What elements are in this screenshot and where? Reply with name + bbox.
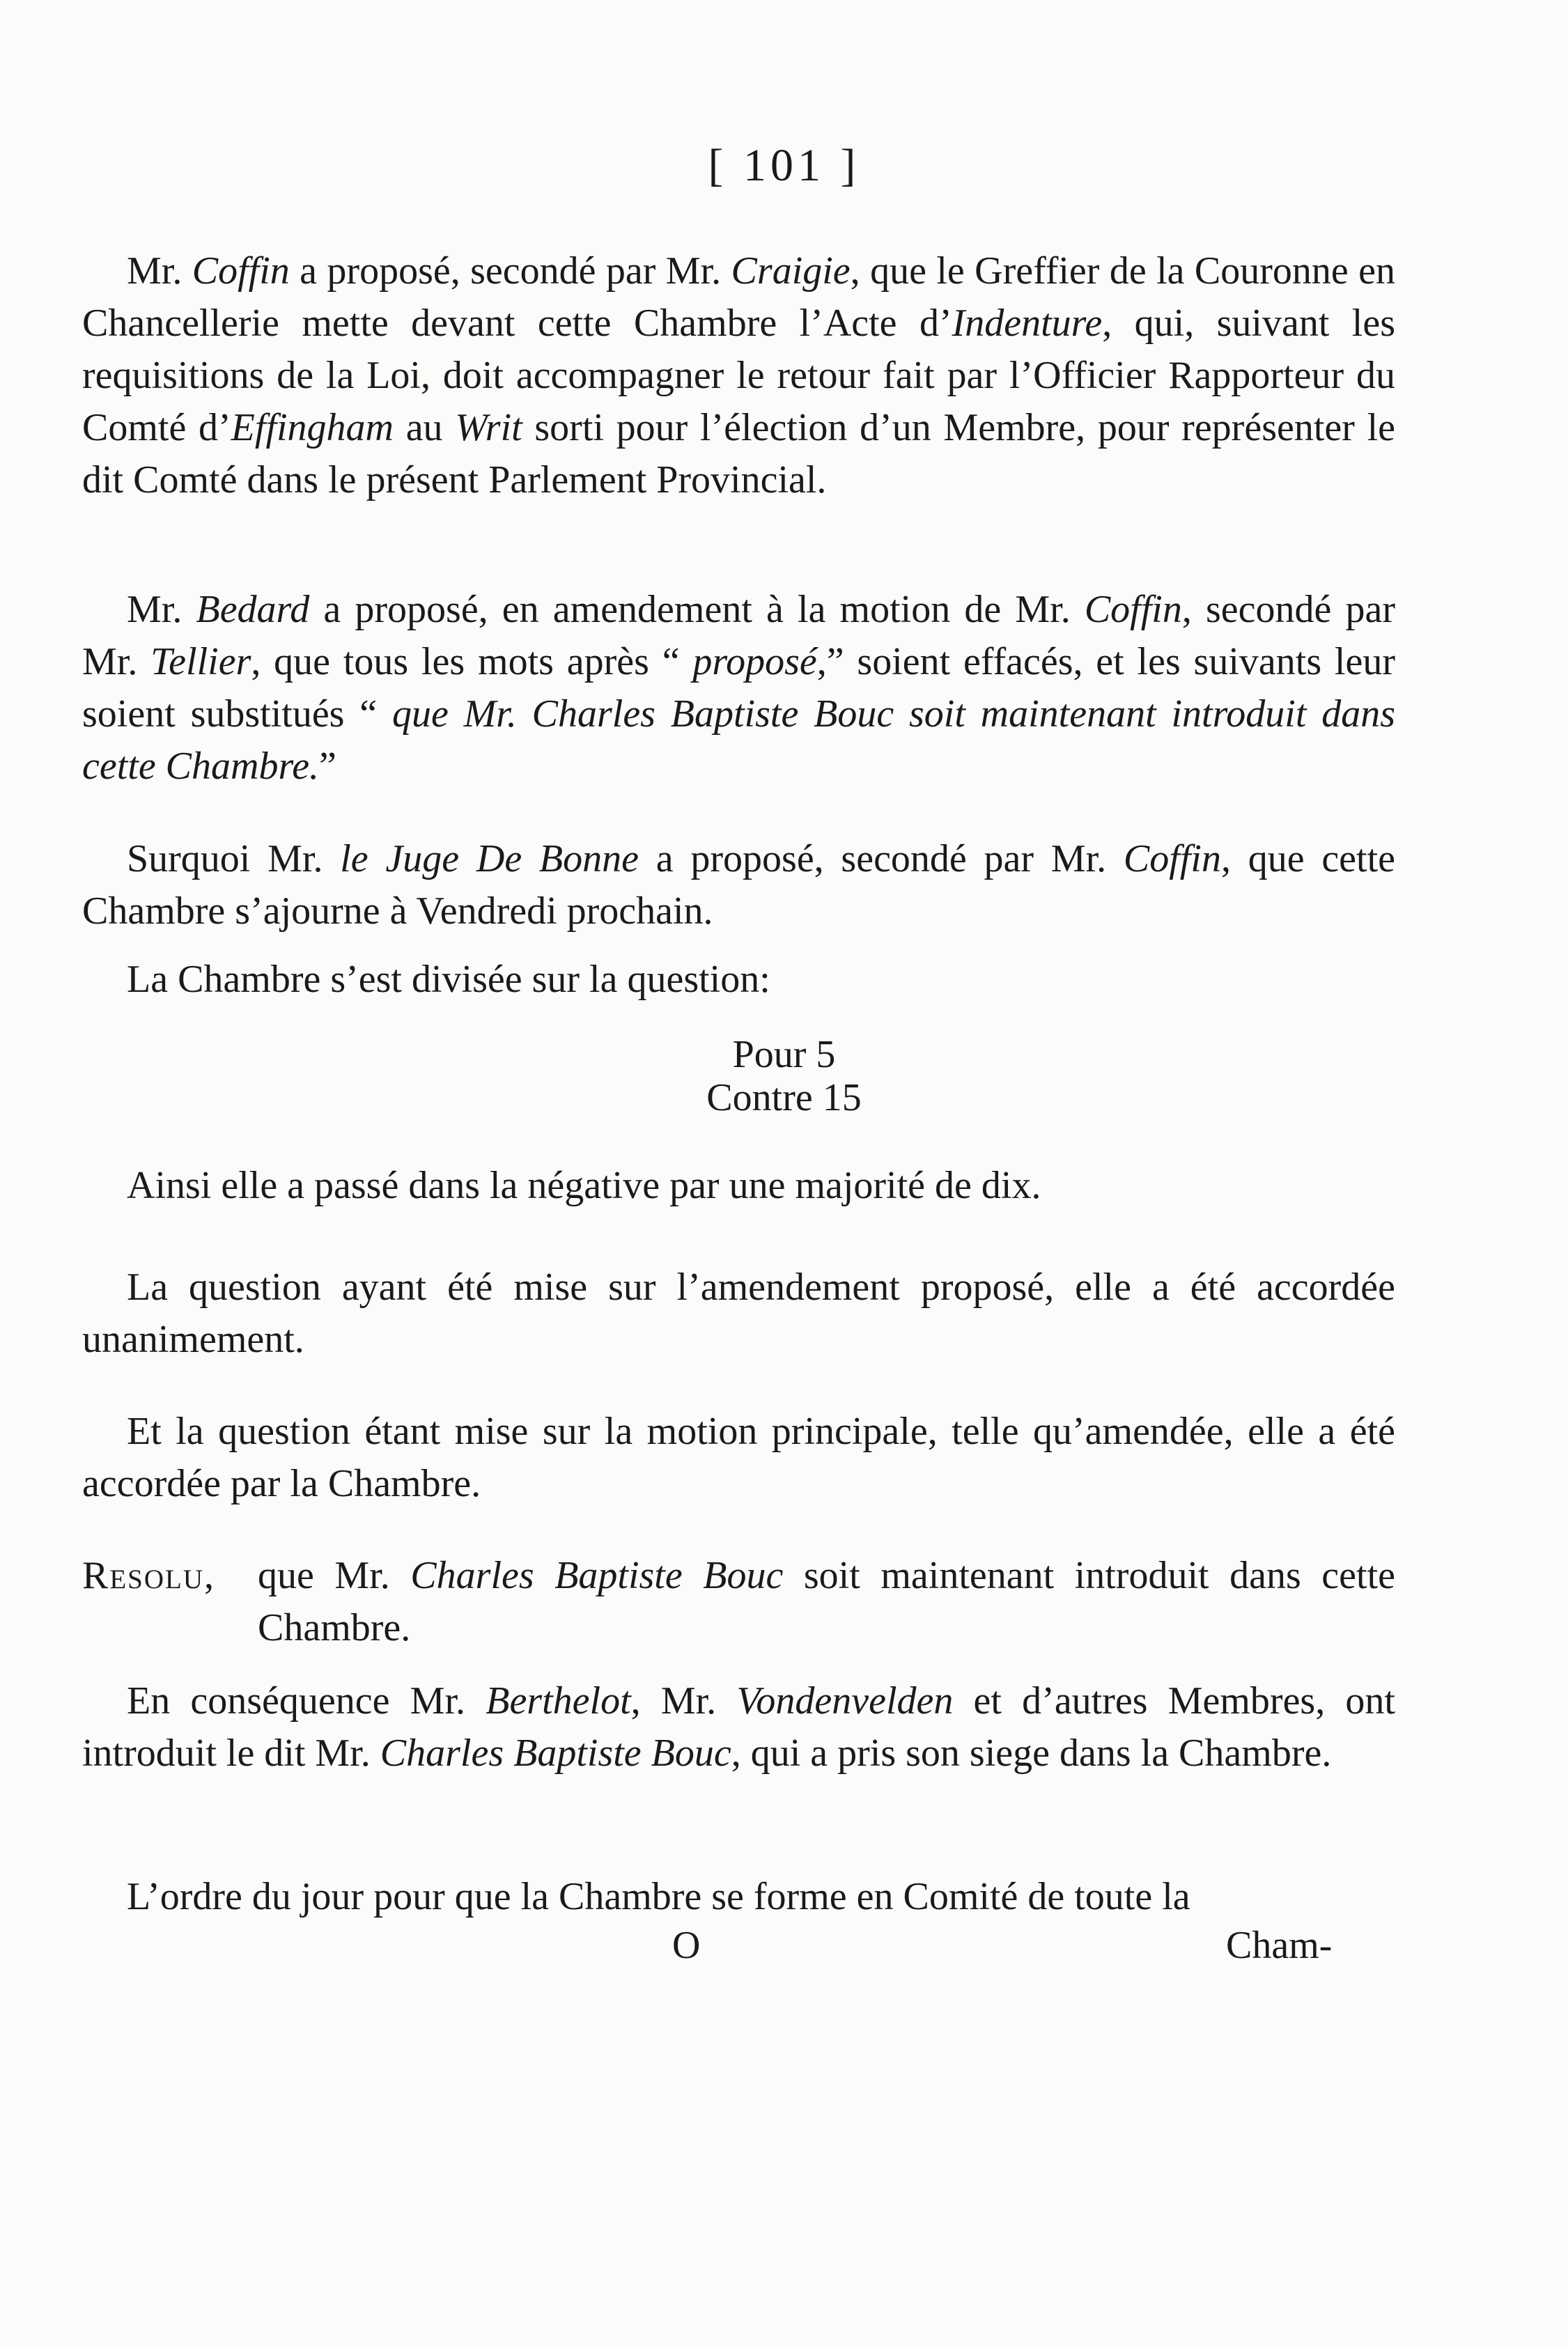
resolution-lead: Resolu, — [82, 1554, 216, 1597]
italic-text-run: Indenture — [952, 302, 1103, 345]
italic-text-run: Charles Baptiste Bouc — [380, 1732, 731, 1775]
text-run: , qui a pris son siege dans la Chambre. — [731, 1732, 1332, 1775]
paragraph-negative-result — [82, 1160, 1395, 1212]
italic-text-run: Bedard — [196, 588, 310, 631]
text-run: Surquoi Mr. — [127, 837, 341, 880]
signature-mark: O — [672, 1924, 701, 1967]
text-run: , secondé par Mr. — [82, 588, 1395, 683]
italic-text-run: Coffin — [1084, 588, 1182, 631]
text-run: a proposé, secondé par Mr. — [289, 249, 731, 293]
italic-text-run: proposé — [692, 640, 817, 683]
text-run: En conséquence Mr. — [127, 1679, 486, 1723]
text-run: et d’autres Membres, ont introduit le dit Mr. — [82, 1679, 1395, 1775]
vote-pour: Pour 5 — [732, 1033, 836, 1076]
resolution-body — [258, 1550, 1395, 1654]
text-run: , que tous les mots après “ — [251, 640, 693, 683]
text-run: Ainsi elle a passé dans la négative par une majorité de dix. — [127, 1164, 1041, 1207]
text-run: , Mr. — [630, 1679, 737, 1723]
text-run: soit maintenant introduit dans cette Chambre. — [258, 1554, 1395, 1649]
text-run: La Chambre s’est divisée sur la question: — [127, 958, 770, 1001]
paragraph-introduction — [82, 1675, 1395, 1780]
page-number: [ 101 ] — [708, 140, 860, 191]
italic-text-run: Berthelot — [486, 1679, 631, 1723]
text-run: , qui, suivant les requisitions de la Loi, doit accompagner le retour fait par l’Officier Rapporteur du Comté d’ — [82, 302, 1395, 449]
text-run: , que cette Chambre s’ajourne à Vendredi prochain. — [82, 837, 1396, 933]
italic-text-run: que Mr. Charles Baptiste Bouc soit maintenant introduit dans cette Chambre. — [82, 692, 1395, 788]
text-run: sorti pour l’élection d’un Membre, pour représenter le dit Comté dans le présent Parlement Provincial. — [82, 406, 1395, 502]
text-run: ” — [319, 745, 336, 788]
paragraph-de-bonne-adjournment — [82, 833, 1395, 938]
italic-text-run: Coffin — [1123, 837, 1221, 880]
paragraph-main-motion-accorded — [82, 1406, 1395, 1510]
catchword: Cham- — [1226, 1924, 1333, 1967]
italic-text-run: le Juge De Bonne — [340, 837, 639, 880]
text-run: Mr. — [127, 249, 192, 293]
paragraph-amendment-accorded — [82, 1261, 1395, 1366]
text-run: L’ordre du jour pour que la Chambre se forme en Comité de toute la — [127, 1875, 1190, 1918]
paragraph-order-of-day — [82, 1871, 1395, 1923]
text-run: ,” soient effacés, et les suivants leur soient substitués “ — [82, 640, 1395, 736]
text-run: au — [394, 406, 456, 449]
text-run: La question ayant été mise sur l’amendement proposé, elle a été accordée unanimement. — [82, 1266, 1395, 1361]
text-run: a proposé, en amendement à la motion de Mr. — [309, 588, 1085, 631]
paragraph-coffin-motion — [82, 245, 1395, 506]
paragraph-bedard-amendment — [82, 584, 1395, 793]
text-run: , que le Greffier de la Couronne en Chancellerie mette devant cette Chambre l’Acte d’ — [82, 249, 1395, 345]
text-run: a proposé, secondé par Mr. — [639, 837, 1124, 880]
italic-text-run: Coffin — [192, 249, 290, 293]
italic-text-run: Writ — [455, 406, 522, 449]
vote-tally — [0, 1033, 1568, 1119]
paragraph-division — [82, 954, 1395, 1006]
italic-text-run: Charles Baptiste Bouc — [410, 1554, 784, 1597]
vote-contre: Contre 15 — [706, 1076, 862, 1119]
resolution — [82, 1550, 1395, 1654]
italic-text-run: Vondenvelden — [736, 1679, 954, 1723]
text-run: que Mr. — [258, 1554, 411, 1597]
text-run: Et la question étant mise sur la motion principale, telle qu’amendée, elle a été accordée par la Chambre. — [82, 1410, 1395, 1505]
text-run: Mr. — [127, 588, 196, 631]
italic-text-run: Tellier — [150, 640, 251, 683]
italic-text-run: Effingham — [231, 406, 394, 449]
italic-text-run: Craigie — [731, 249, 851, 293]
